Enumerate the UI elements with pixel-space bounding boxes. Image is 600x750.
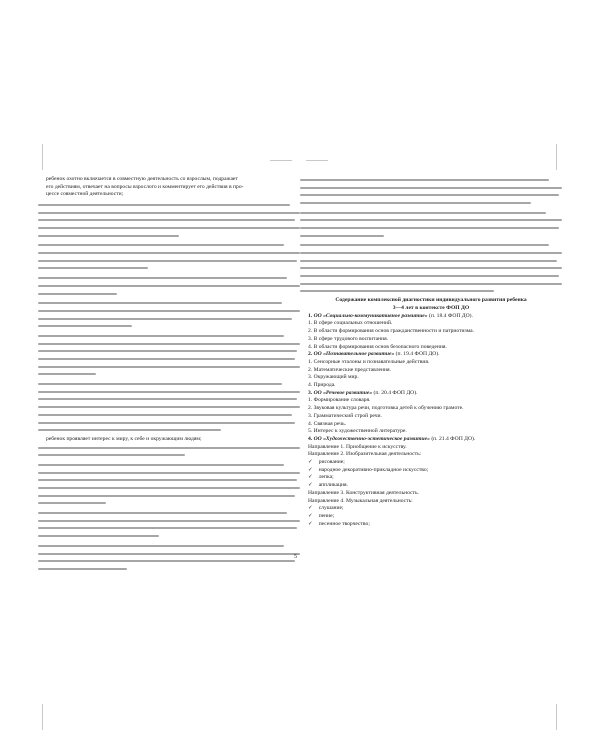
paragraph [38,509,300,540]
outline-title: 4. ОО «Художественно-эстетическое развитие» (п. 21.4 ФОП ДО). [308,435,476,442]
check-item: ✓ рисование; [300,459,562,467]
right-column [300,176,562,528]
paragraph [38,201,300,239]
paragraph-line: цессе совместной деятельности; [46,191,124,198]
outline-section [300,351,562,390]
paragraph [38,380,300,434]
heading-line-2: 3—4 лет в контексте ФОП ДО [392,305,470,312]
direction-item: Направление 3. Конструктивная деятельность. [308,489,419,496]
outline-item: 1. В сфере социальных отношений. [308,320,393,327]
outline-item: 3. Окружающий мир. [308,374,359,381]
outline-title-name: ОО «Художественно-эстетическое развитие» [313,435,430,442]
outline-section [300,436,562,528]
paragraph [38,274,300,297]
paragraph [38,461,300,507]
outline-item: 5. Интерес к художественной литературе. [308,428,407,435]
paragraph [38,436,300,459]
paragraph [38,332,300,378]
outline-title: 2. ОО «Познавательное развитие» (п. 19.4 ФОП ДО). [308,351,440,358]
outline-item: 1. Формирование словаря. [308,397,371,404]
outline-item: 3. Грамматический строй речи. [308,412,382,419]
outline-item: 1. Сенсорные эталоны и познавательные действия. [308,358,430,365]
direction-item: Направление 4. Музыкальная деятельность: [308,497,413,504]
paragraph-line: его действиям, отвечает на вопросы взрослого и комментирует его действия в про- [46,183,244,190]
outline-item: 2. Звуковая культура речи, подготовка детей к обучению грамоте. [308,405,464,412]
paragraph [38,299,300,330]
crop-mark-top-left [42,144,43,170]
outline-title-name: ОО «Речевое развитие» [313,389,373,396]
outline-section [300,313,562,352]
outline-title: 1. ОО «Социально-коммуникативное развитие» (п. 18.4 ФОП ДО). [308,312,473,319]
direction-item: Направление 2. Изобразительная деятельность: [308,451,422,458]
outline-item: 2. Математические представления. [308,366,391,373]
heading-line-1: Содержание комплексной диагностики индивидуального развития ребенка [335,297,527,304]
outline-item: 3. В сфере трудового воспитания. [308,335,389,342]
paragraph [38,542,300,573]
paragraph [38,176,300,199]
outline-item: 4. Природа. [308,382,336,389]
outline-title-name: ОО «Социально-коммуникативное развитие» [313,312,428,319]
outline-item: 4. Связная речь. [308,420,347,427]
paragraph [38,242,300,273]
paragraph [300,176,562,207]
direction-item: Направление 1. Приобщение к искусству. [308,443,407,450]
crop-mark-top-center-left [270,160,292,161]
paragraph [300,209,562,240]
outline-title-name: ОО «Познавательное развитие» [313,351,395,358]
paragraph [300,242,562,296]
check-item: ✓ песенное творчество; [300,521,562,529]
check-item: ✓ лепка; [300,474,562,482]
crop-mark-bottom-right [556,704,557,730]
outline-item: 2. В области формирования основ гражданственности и патриотизма. [308,328,475,335]
outline-title: 3. ОО «Речевое развитие» (п. 20.4 ФОП ДО). [308,389,418,396]
check-item: ✓ пение; [300,513,562,521]
check-item: ✓ народное декоративно-прикладное искусство; [300,467,562,475]
check-item: ✓ слушание; [300,505,562,513]
paragraph-line: ребенок охотно включается в совместную деятельность со взрослым, подражает [46,176,238,182]
check-item: ✓ аппликация. [300,482,562,490]
outline-section [300,390,562,436]
outline-item: 4. В области формирования основ безопасного поведения. [308,343,447,350]
paragraph-line: ребенок проявляет интерес к миру, к себе и окружающим людям; [46,436,202,443]
crop-mark-top-right [556,144,557,170]
crop-mark-bottom-left [42,704,43,730]
outline-list [300,313,562,529]
section-heading [300,297,562,312]
page-number: 5 [294,554,297,560]
left-column [38,176,300,575]
crop-mark-top-center-right [306,160,328,161]
